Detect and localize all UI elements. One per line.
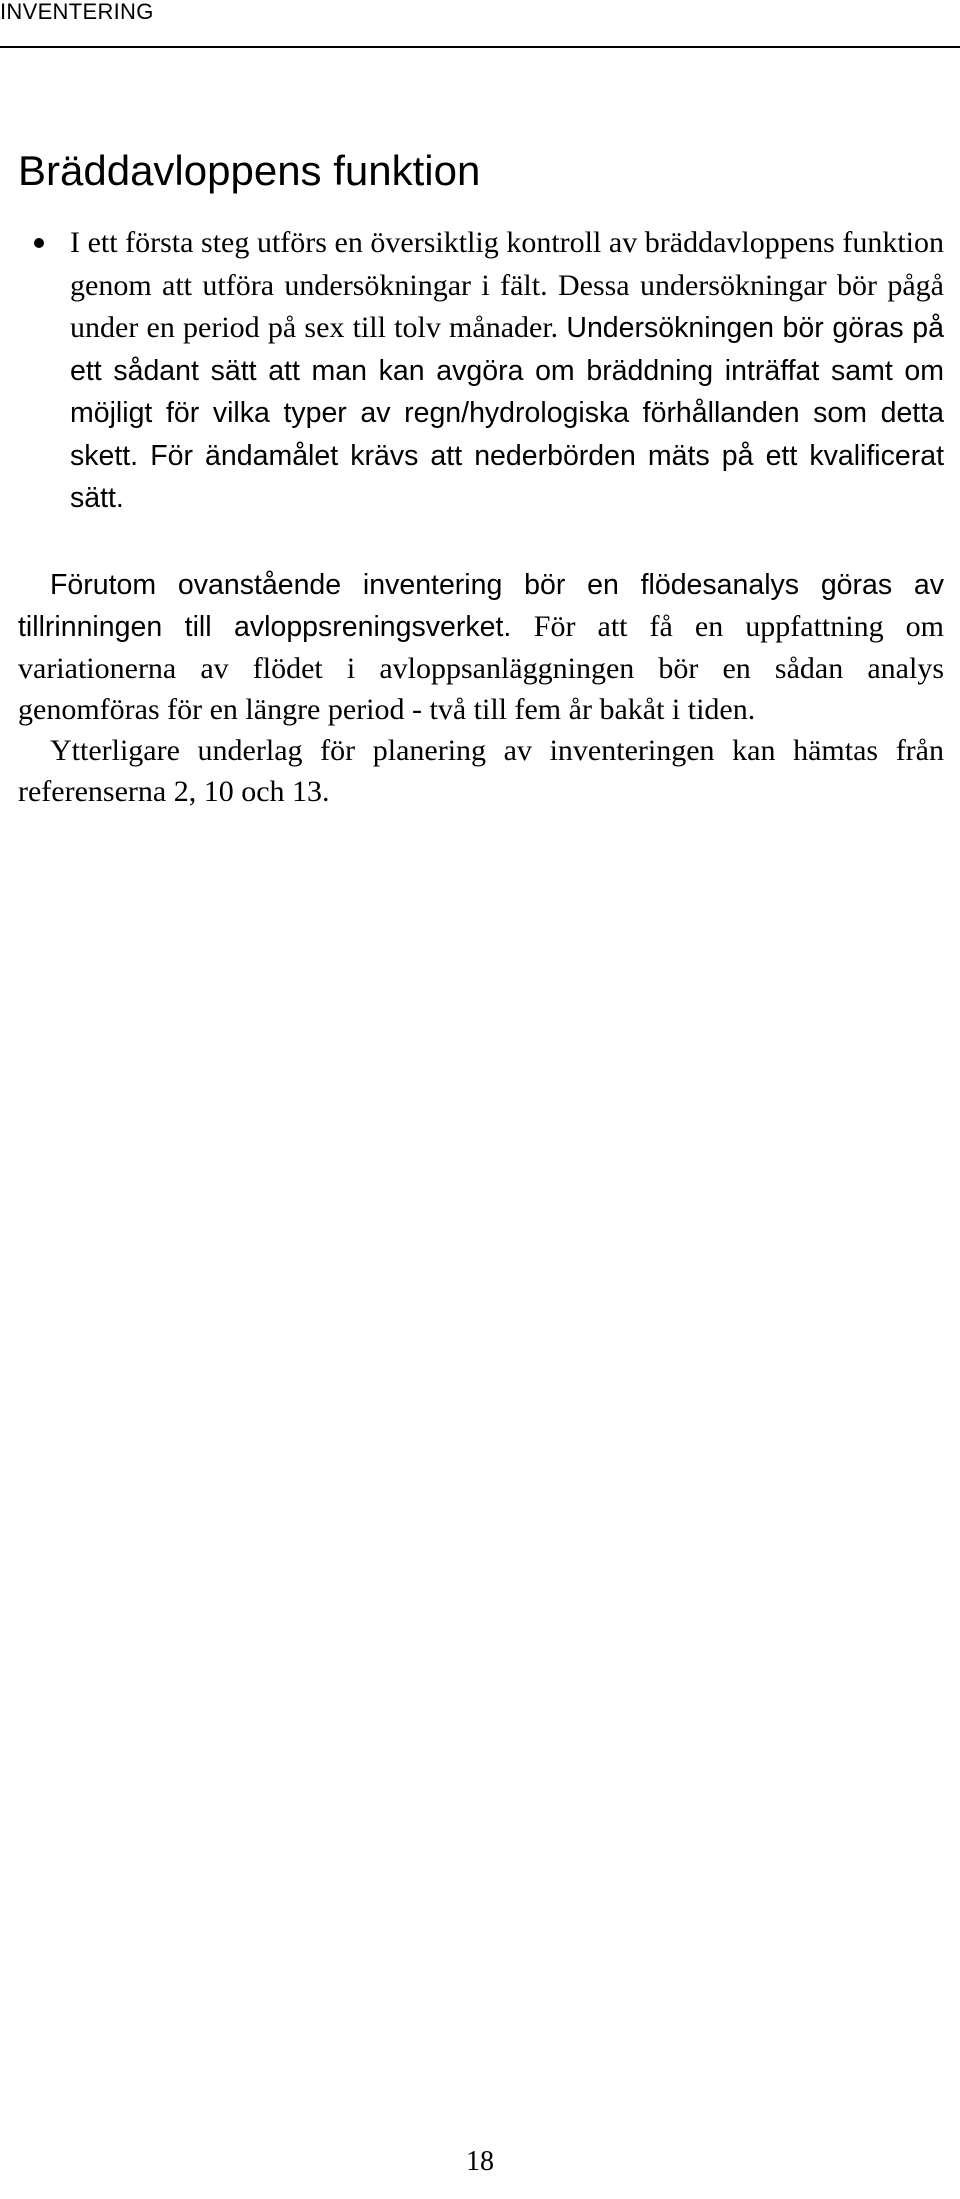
bullet-text <box>70 222 944 520</box>
bullet-text-part-1: I ett första steg utförs en översiktlig kontroll av bräddavloppens funktion genom att utföra undersökningar i fält. Dessa undersökningar bör pågå under en period på sex till tolv månader. <box>70 226 944 344</box>
bullet-icon <box>34 238 44 248</box>
section-title: Bräddavloppens funktion <box>18 147 481 194</box>
paragraph-1-part-1: Förutom ovanstående inventering bör en flödesanalys göras av tillrinningen till avloppsreningsverket. <box>18 568 944 643</box>
bullet-text-part-2: Undersökningen bör göras på ett sådant sätt att man kan avgöra om bräddning inträffat samt om möjligt för vilka typer av regn/hydrologiska förhållanden som detta skett. För ändamålet krävs att nederbörden mäts på ett kvalificerat sätt. <box>70 312 944 514</box>
page-header <box>0 0 960 48</box>
paragraph-1-part-2: För att få en uppfattning om variationerna av flödet i avloppsanläggningen bör en sådan analys genomföras för en längre period - två till fem år bakåt i tiden. <box>18 609 944 726</box>
bullet-item <box>18 222 944 520</box>
paragraph-references: Ytterligare underlag för planering av inventeringen kan hämtas från referenserna 2, 10 och 13. <box>18 733 944 808</box>
page-number: 18 <box>466 2146 494 2177</box>
document-body <box>18 143 944 812</box>
paragraph-flow-analysis <box>18 564 944 730</box>
running-header: INVENTERING <box>0 0 154 24</box>
